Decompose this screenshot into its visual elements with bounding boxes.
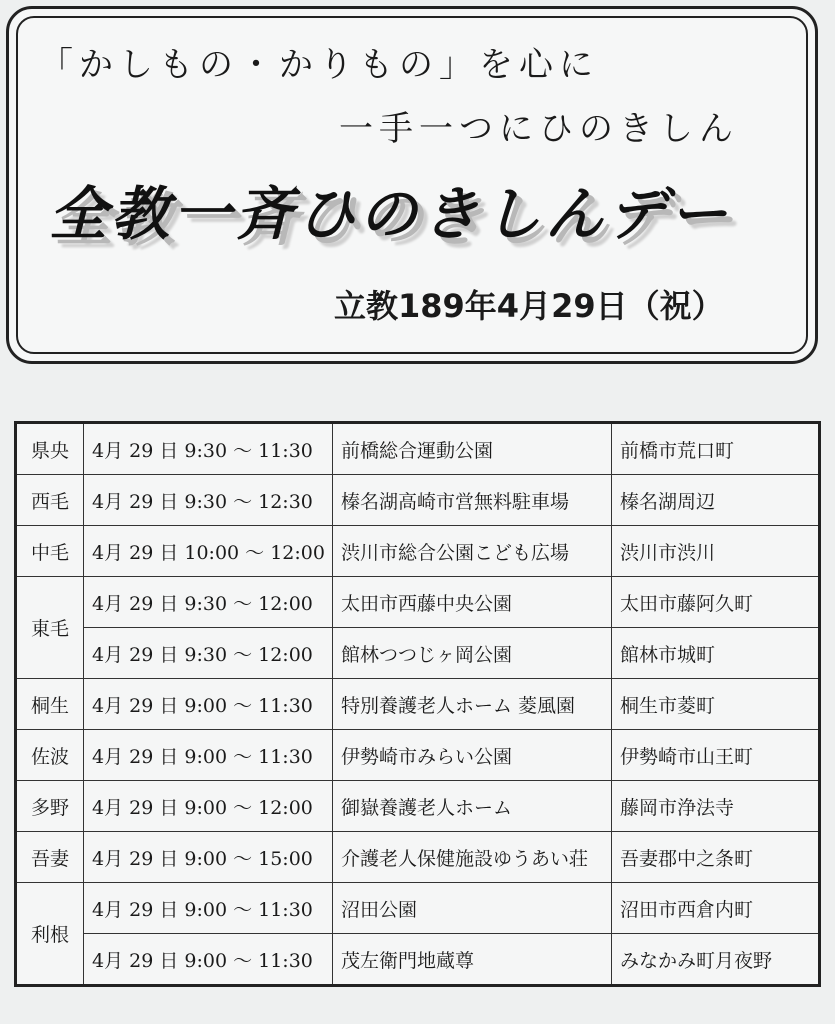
- time-cell: 4月 29 日 9:30 〜 12:00: [84, 577, 333, 628]
- event-date: 立教189年4月29日（祝）: [334, 287, 724, 325]
- time-cell: 4月 29 日 9:00 〜 11:30: [84, 679, 333, 730]
- main-title: 全教一斉ひのきしんデー: [49, 180, 732, 248]
- venue-cell: 太田市西藤中央公園: [333, 577, 612, 628]
- place-cell: 沼田市西倉内町: [612, 883, 820, 934]
- time-cell: 4月 29 日 9:00 〜 11:30: [84, 934, 333, 986]
- time-cell: 4月 29 日 9:30 〜 12:00: [84, 628, 333, 679]
- area-cell: 吾妻: [16, 832, 84, 883]
- table-row: [16, 475, 820, 526]
- venue-cell: 沼田公園: [333, 883, 612, 934]
- header-frame: [6, 6, 818, 364]
- venue-cell: 茂左衛門地蔵尊: [333, 934, 612, 986]
- time-cell: 4月 29 日 9:00 〜 12:00: [84, 781, 333, 832]
- place-cell: 太田市藤阿久町: [612, 577, 820, 628]
- place-cell: 藤岡市浄法寺: [612, 781, 820, 832]
- place-cell: 伊勢崎市山王町: [612, 730, 820, 781]
- area-cell: 桐生: [16, 679, 84, 730]
- slogan-line-1: 「かしもの・かりもの」を心に: [39, 45, 599, 85]
- area-cell: 中毛: [16, 526, 84, 577]
- time-cell: 4月 29 日 9:00 〜 11:30: [84, 883, 333, 934]
- table-row: [16, 628, 820, 679]
- table-row: [16, 423, 820, 475]
- table-row: [16, 883, 820, 934]
- table-row: [16, 526, 820, 577]
- place-cell: 吾妻郡中之条町: [612, 832, 820, 883]
- area-cell: 利根: [16, 883, 84, 986]
- venue-cell: 渋川市総合公園こども広場: [333, 526, 612, 577]
- schedule-table: [14, 421, 821, 987]
- area-cell: 東毛: [16, 577, 84, 679]
- slogan-line-2: 一手一つにひのきしん: [339, 109, 739, 149]
- place-cell: 桐生市菱町: [612, 679, 820, 730]
- place-cell: みなかみ町月夜野: [612, 934, 820, 986]
- venue-cell: 介護老人保健施設ゆうあい荘: [333, 832, 612, 883]
- area-cell: 佐波: [16, 730, 84, 781]
- place-cell: 前橋市荒口町: [612, 423, 820, 475]
- time-cell: 4月 29 日 9:00 〜 15:00: [84, 832, 333, 883]
- time-cell: 4月 29 日 10:00 〜 12:00: [84, 526, 333, 577]
- venue-cell: 館林つつじヶ岡公園: [333, 628, 612, 679]
- table-row: [16, 832, 820, 883]
- area-cell: 多野: [16, 781, 84, 832]
- table-row: [16, 781, 820, 832]
- place-cell: 榛名湖周辺: [612, 475, 820, 526]
- venue-cell: 特別養護老人ホーム 菱風園: [333, 679, 612, 730]
- table-row: [16, 730, 820, 781]
- area-cell: 県央: [16, 423, 84, 475]
- time-cell: 4月 29 日 9:00 〜 11:30: [84, 730, 333, 781]
- place-cell: 渋川市渋川: [612, 526, 820, 577]
- place-cell: 館林市城町: [612, 628, 820, 679]
- table-row: [16, 934, 820, 986]
- time-cell: 4月 29 日 9:30 〜 12:30: [84, 475, 333, 526]
- table-row: [16, 679, 820, 730]
- venue-cell: 榛名湖高崎市営無料駐車場: [333, 475, 612, 526]
- time-cell: 4月 29 日 9:30 〜 11:30: [84, 423, 333, 475]
- venue-cell: 前橋総合運動公園: [333, 423, 612, 475]
- venue-cell: 御嶽養護老人ホーム: [333, 781, 612, 832]
- table-row: [16, 577, 820, 628]
- venue-cell: 伊勢崎市みらい公園: [333, 730, 612, 781]
- area-cell: 西毛: [16, 475, 84, 526]
